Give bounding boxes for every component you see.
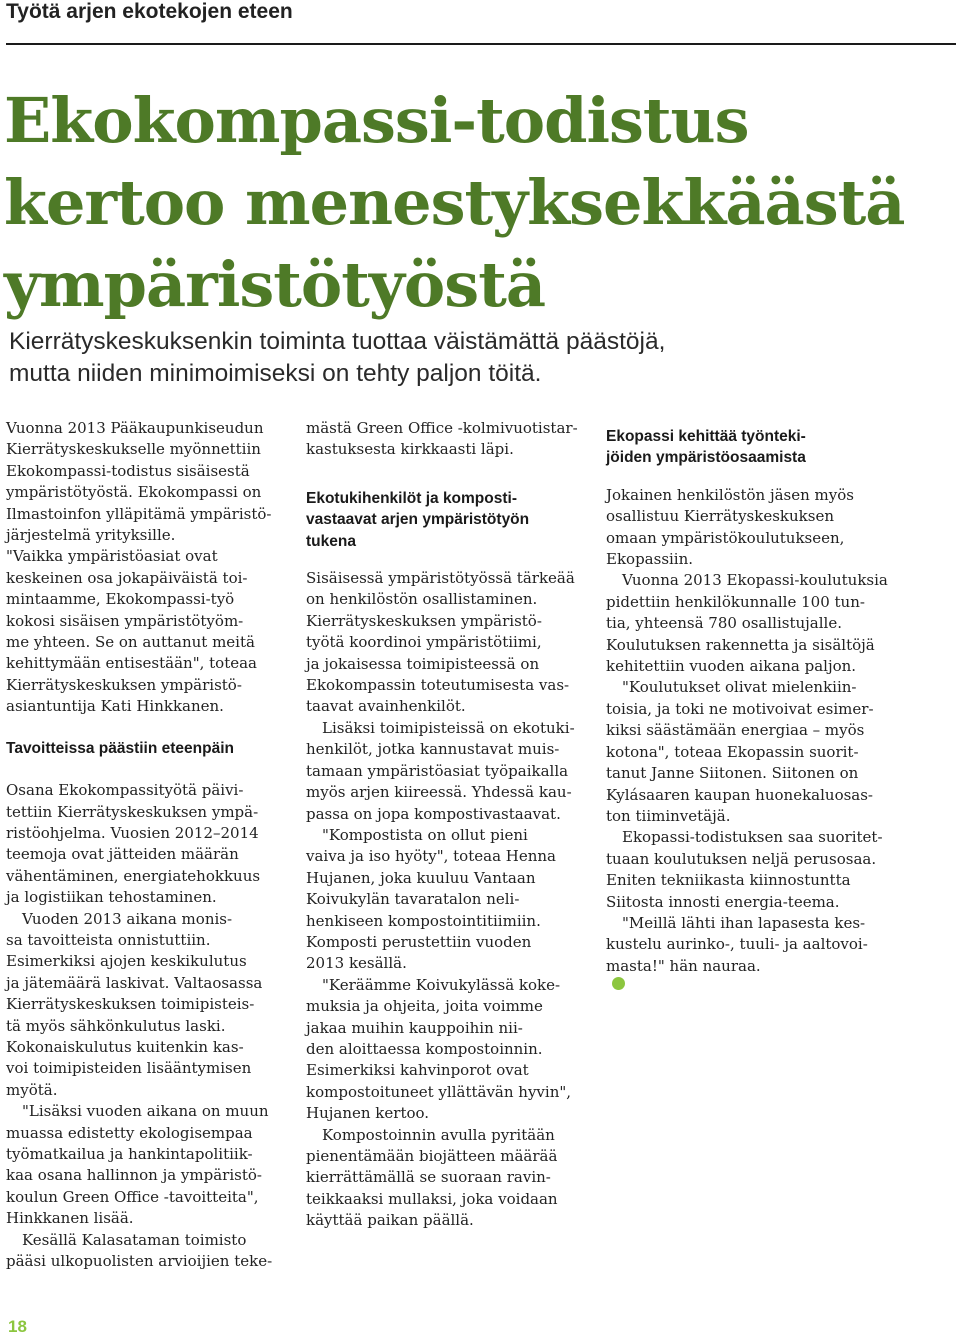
text-line: tä myös sähkönkulutus laski. xyxy=(6,1016,226,1035)
text-line: Lisäksi toimipisteissä on ekotuki- xyxy=(322,718,575,737)
paragraph xyxy=(306,1125,582,1232)
text-line: Kierrätyskeskuksen ympäristö- xyxy=(306,611,542,630)
text-line: kompostoituneet yllättävän hyvin", xyxy=(306,1082,572,1101)
text-line: keskeinen osa jokapäiväistä toi- xyxy=(6,568,248,587)
text-line: kiksi säästämään energiaa – myös xyxy=(606,721,865,740)
text-line: henkilöt, jotka kannustavat muis- xyxy=(306,740,560,759)
headline-line: kertoo menestyksekkäästä xyxy=(4,166,905,239)
text-line: kierrättämällä se suoraan ravin- xyxy=(306,1168,551,1187)
text-line: taavat avainhenkilöt. xyxy=(306,697,466,716)
text-line: Vuonna 2013 Pääkaupunkiseudun xyxy=(6,419,264,437)
text-line: koulun Green Office -tavoitteita", xyxy=(6,1187,259,1206)
text-line: vähentäminen, energiatehokkuus xyxy=(6,866,261,885)
text-line: den aloittaessa kompostoinnin. xyxy=(306,1039,543,1058)
text-line: mästä Green Office -kolmivuotistar- xyxy=(306,419,578,437)
text-line: kustelu aurinko-, tuuli- ja aaltovoi- xyxy=(606,935,868,954)
text-line: muksia ja ohjeita, joita voimme xyxy=(306,997,543,1016)
text-line: "Vaikka ympäristöasiat ovat xyxy=(6,547,218,566)
text-line: Siitosta innosti energia-teema. xyxy=(606,892,840,911)
subheading-line: vastaavat arjen ympäristötyön xyxy=(306,511,530,529)
headline xyxy=(4,80,954,326)
text-line: tamaan ympäristöasiat työpaikalla xyxy=(306,761,569,780)
text-line: 2013 kesällä. xyxy=(306,954,407,973)
paragraph xyxy=(306,568,582,718)
paragraph xyxy=(306,975,582,1125)
text-line: Kompostoinnin avulla pyritään xyxy=(322,1125,555,1144)
text-line: kaa osana hallinnon ja ympäristö- xyxy=(6,1166,262,1185)
text-line: Hujanen, joka kuuluu Vantaan xyxy=(306,868,536,887)
text-line: muassa edistetty ekologisempaa xyxy=(6,1123,253,1142)
page-number: 18 xyxy=(8,1317,27,1336)
text-line: teikkaaksi mullaksi, joka voidaan xyxy=(306,1189,558,1208)
text-line: Ilmastoinfon ylläpitämä ympäristö- xyxy=(6,504,272,523)
text-line: ristöohjelma. Vuosien 2012–2014 xyxy=(6,823,259,842)
paragraph xyxy=(606,913,896,990)
paragraph xyxy=(306,825,582,975)
text-line: Kierrätyskeskuksen ympäristö- xyxy=(6,675,242,694)
text-line: Koivukylän tavaratalon neli- xyxy=(306,890,520,909)
text-line: Eniten tekniikasta kiinnostuntta xyxy=(606,871,851,890)
text-line: ja jokaisessa toimipisteessä on xyxy=(306,654,540,673)
text-line: "Koulutukset olivat mielenkiin- xyxy=(622,678,857,697)
text-line: ja logistiikan tehostaminen. xyxy=(6,888,217,907)
headline-line: Ekokompassi-todistus xyxy=(4,84,749,157)
text-line: me yhteen. Se on auttanut meitä xyxy=(6,633,255,652)
paragraph xyxy=(6,1101,282,1229)
text-line: pääsi ulkopuolisten arvioijien teke- xyxy=(6,1252,273,1271)
paragraph xyxy=(6,418,282,546)
text-line: tettiin Kierrätyskeskuksen ympä- xyxy=(6,802,259,821)
text-line: "Lisäksi vuoden aikana on muun xyxy=(22,1102,269,1121)
text-line: asiantuntija Kati Hinkkanen. xyxy=(6,697,224,716)
subheading-line: tukena xyxy=(306,532,356,550)
paragraph xyxy=(606,485,896,571)
subheading-line: jöiden ympäristöosaamista xyxy=(606,449,806,467)
text-line: henkiseen kompostointitiimiin. xyxy=(306,911,541,930)
text-line: ympäristötyöstä. Ekokompassi on xyxy=(6,483,262,502)
text-line: Ekopassi-todistuksen saa suoritet- xyxy=(622,828,883,847)
text-line: kehitettiin vuoden aikana paljon. xyxy=(606,657,857,676)
text-line: kokosi sisäisen ympäristötyöm- xyxy=(6,611,244,630)
text-line: työmatkailua ja hankintapolitiik- xyxy=(6,1145,253,1163)
text-line: työtä koordinoi ympäristötiimi, xyxy=(306,633,542,652)
paragraph xyxy=(606,827,896,913)
text-line: Kierrätyskeskuksen toimipisteis- xyxy=(6,995,255,1014)
text-line: kotona", toteaa Ekopassin suorit- xyxy=(606,742,859,761)
text-line: vaiva ja iso hyöty", toteaa Henna xyxy=(306,847,556,866)
text-line: passa on jopa kompostivastaavat. xyxy=(306,804,561,823)
text-line: ton tiiminvetäjä. xyxy=(606,806,731,825)
text-line: Kierrätyskeskukselle myönnettiin xyxy=(6,440,261,459)
end-marker-dot-icon xyxy=(612,977,625,990)
text-line: Kesällä Kalasataman toimisto xyxy=(22,1230,247,1249)
text-line: Ekopassiin. xyxy=(606,550,694,569)
text-line: myös arjen kiireessä. Yhdessä kau- xyxy=(306,783,572,802)
text-line: tuaan koulutuksen neljä perusosaa. xyxy=(606,849,877,868)
paragraph xyxy=(6,909,282,1102)
text-line: Ekokompassin toteutumisesta vas- xyxy=(306,676,570,695)
text-line: toisia, ja toki ne motivoivat esimer- xyxy=(606,699,874,718)
text-line: Esimerkiksi ajojen keskikulutus xyxy=(6,952,247,971)
text-line: kehittymään entisestään", toteaa xyxy=(6,654,257,673)
text-line: on henkilöstön osallistaminen. xyxy=(306,590,538,609)
text-line: "Keräämme Koivukylässä koke- xyxy=(322,975,561,994)
subheading xyxy=(306,488,582,552)
text-line: teemoja ovat jätteiden määrän xyxy=(6,845,239,864)
text-line: Ekokompassi-todistus sisäisestä xyxy=(6,461,250,480)
paragraph xyxy=(6,780,282,908)
lead-paragraph xyxy=(9,326,949,390)
text-line-end xyxy=(606,956,896,990)
text-line: tia, yhteensä 780 osallistujalle. xyxy=(606,614,842,633)
header-rule xyxy=(6,43,956,45)
text-line: tanut Janne Siitonen. Siitonen on xyxy=(606,764,859,783)
text-line: Komposti perustettiin vuoden xyxy=(306,932,532,951)
text-line: voi toimipisteiden lisääntymisen xyxy=(6,1059,252,1078)
text-line: pienentämään biojätteen määrää xyxy=(306,1147,558,1165)
text-line: Koulutuksen rakennetta ja sisältöjä xyxy=(606,635,875,654)
text-line: kastuksesta kirkkaasti läpi. xyxy=(306,440,514,459)
text-line: "Meillä lähti ihan lapasesta kes- xyxy=(622,913,866,932)
text-line: Osana Ekokompassityötä päivi- xyxy=(6,781,244,800)
text-line: Hinkkanen lisää. xyxy=(6,1209,134,1228)
text-line: Esimerkiksi kahvinporot ovat xyxy=(306,1061,529,1080)
text-line: Vuonna 2013 Ekopassi-koulutuksia xyxy=(622,571,888,590)
subheading-line: Ekopassi kehittää työnteki- xyxy=(606,428,806,445)
text-line: ja jätemäärä laskivat. Valtaosassa xyxy=(6,973,263,992)
text-column-1 xyxy=(6,418,282,1272)
text-line: pidettiin henkilökunnalle 100 tun- xyxy=(606,592,865,611)
headline-line: ympäristötyöstä xyxy=(4,248,546,321)
text-line: Jokainen henkilöstön jäsen myös xyxy=(606,485,854,504)
text-line: Kokonaiskulutus kuitenkin kas- xyxy=(6,1037,244,1056)
subheading xyxy=(606,426,896,469)
text-line: Hujanen kertoo. xyxy=(306,1104,430,1123)
text-column-3 xyxy=(606,418,896,990)
paragraph xyxy=(306,718,582,825)
text-line: masta!" hän nauraa. xyxy=(606,956,761,975)
text-line: osallistuu Kierrätyskeskuksen xyxy=(606,507,834,526)
subheading-line: Ekotukihenkilöt ja komposti- xyxy=(306,489,517,507)
text-line: sa tavoitteista onnistuttiin. xyxy=(6,930,211,949)
lead-line: mutta niiden minimoimiseksi on tehty paljon töitä. xyxy=(9,360,542,387)
text-line: järjestelmä yrityksille. xyxy=(6,526,176,545)
text-line: myötä. xyxy=(6,1080,58,1099)
text-line: Vuoden 2013 aikana monis- xyxy=(22,909,233,928)
text-column-2 xyxy=(306,418,582,1232)
section-label: Työtä arjen ekotekojen eteen xyxy=(6,0,293,23)
paragraph xyxy=(606,570,896,677)
text-line: mintaamme, Ekokompassi-työ xyxy=(6,590,235,609)
subheading xyxy=(6,738,282,759)
paragraph xyxy=(306,418,582,461)
paragraph xyxy=(6,546,282,717)
text-line: omaan ympäristökoulutukseen, xyxy=(606,528,845,547)
text-line: "Kompostista on ollut pieni xyxy=(322,825,528,844)
text-line: Sisäisessä ympäristötyössä tärkeää xyxy=(306,569,575,588)
subheading-line: Tavoitteissa päästiin eteenpäin xyxy=(6,739,234,757)
text-line: käyttää paikan päällä. xyxy=(306,1211,474,1230)
text-line: jakaa muihin kauppoihin nii- xyxy=(306,1018,523,1037)
paragraph xyxy=(6,1230,282,1273)
paragraph xyxy=(606,677,896,827)
lead-line: Kierrätyskeskuksenkin toiminta tuottaa väistämättä päästöjä, xyxy=(9,328,666,355)
text-line: Kylásaaren kaupan huonekaluosas- xyxy=(606,785,874,804)
